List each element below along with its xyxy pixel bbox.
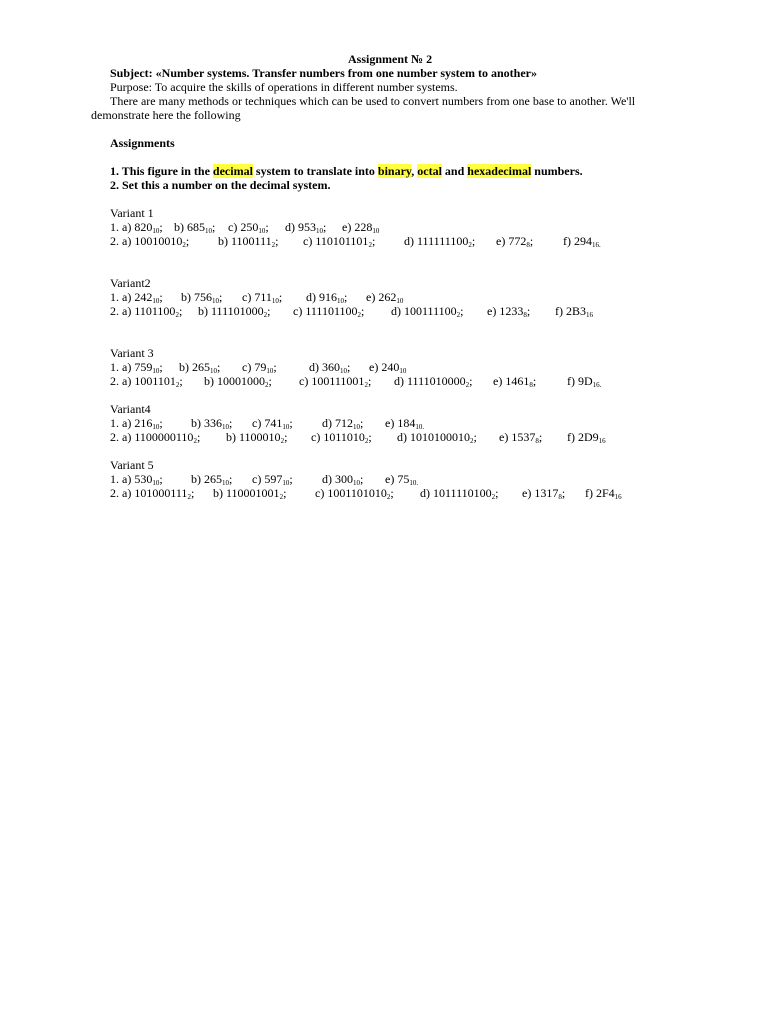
number-value: e) 772 xyxy=(496,234,527,248)
variant-title: Variant 3 xyxy=(110,346,154,360)
base-subscript: 2 xyxy=(491,493,496,501)
number-item xyxy=(499,430,542,444)
separator: ; xyxy=(196,430,201,444)
number-value: d) 300 xyxy=(322,472,353,486)
number-item xyxy=(522,486,565,500)
base-subscript: 16 xyxy=(598,437,606,445)
number-item xyxy=(493,374,536,388)
assignment-purpose: Purpose: To acquire the skills of operations in different number systems. xyxy=(110,80,458,94)
separator: ; xyxy=(278,290,283,304)
separator: ; xyxy=(229,472,233,486)
separator: ; xyxy=(460,304,464,318)
separator: ; xyxy=(289,472,293,486)
number-value: a) 530 xyxy=(122,472,153,486)
base-subscript: 10 xyxy=(258,227,266,235)
row-number: 1. xyxy=(110,472,119,486)
base-subscript: 10 xyxy=(271,297,279,305)
task-1-text: 1. This figure in the xyxy=(110,164,213,178)
separator: ; xyxy=(561,486,566,500)
base-subscript: 16. xyxy=(592,241,601,249)
number-item xyxy=(122,234,189,248)
base-subscript: 10 xyxy=(399,367,407,375)
number-value: c) 741 xyxy=(252,416,283,430)
separator: ; xyxy=(283,486,287,500)
task-1-text: system to translate into xyxy=(252,164,378,178)
number-value: b) 685 xyxy=(174,220,205,234)
separator: ; xyxy=(371,234,376,248)
base-subscript: 2 xyxy=(280,437,285,445)
row-number: 1. xyxy=(110,416,119,430)
separator: ; xyxy=(473,430,477,444)
base-subscript: 2 xyxy=(364,381,368,389)
number-value: f) 294 xyxy=(563,234,592,248)
separator: ; xyxy=(159,220,163,234)
variant-title: Variant4 xyxy=(110,402,151,416)
separator: ; xyxy=(495,486,499,500)
number-value: e) 1317 xyxy=(522,486,559,500)
number-item xyxy=(369,360,406,374)
number-item xyxy=(293,304,364,318)
separator: ; xyxy=(532,374,537,388)
base-subscript: 10 xyxy=(222,423,229,431)
number-value: e) 240 xyxy=(369,360,400,374)
number-item xyxy=(285,220,326,234)
separator: ; xyxy=(159,290,163,304)
task-1-text: numbers. xyxy=(531,164,583,178)
base-subscript: 10 xyxy=(396,297,404,305)
separator: ; xyxy=(179,374,183,388)
number-value: e) 1461 xyxy=(493,374,530,388)
number-item xyxy=(311,430,372,444)
assignments-heading: Assignments xyxy=(110,136,175,150)
number-item xyxy=(252,472,293,486)
number-item xyxy=(198,304,271,318)
number-value: a) 820 xyxy=(122,220,153,234)
number-item xyxy=(204,374,272,388)
row-number: 2. xyxy=(110,374,119,388)
separator: ; xyxy=(529,234,534,248)
number-value: c) 597 xyxy=(252,472,283,486)
base-subscript: 16 xyxy=(586,311,593,319)
number-item xyxy=(218,234,279,248)
number-item xyxy=(122,472,163,486)
base-subscript: 16 xyxy=(614,493,622,501)
row-number: 1. xyxy=(110,290,119,304)
variant-title: Variant 1 xyxy=(110,206,154,220)
base-subscript: 2 xyxy=(265,381,269,389)
number-item xyxy=(122,304,182,318)
number-item xyxy=(322,472,363,486)
number-value: d) 1011110100 xyxy=(420,486,492,500)
number-item xyxy=(122,360,163,374)
number-value: f) 2F4 xyxy=(585,486,615,500)
number-item xyxy=(226,430,287,444)
base-subscript: 10 xyxy=(152,297,160,305)
number-value: c) 79 xyxy=(242,360,267,374)
number-item xyxy=(366,290,403,304)
number-value: c) 111101100 xyxy=(293,304,358,318)
base-subscript: 10 xyxy=(353,423,360,431)
separator: ; xyxy=(265,220,269,234)
base-subscript: 2 xyxy=(368,241,372,249)
separator: ; xyxy=(267,304,271,318)
base-subscript: 10 xyxy=(152,367,160,375)
base-subscript: 2 xyxy=(187,493,191,501)
separator: ; xyxy=(190,486,195,500)
variant-title: Variant 5 xyxy=(110,458,154,472)
number-value: a) 759 xyxy=(122,360,153,374)
base-subscript: 10. xyxy=(409,479,419,487)
number-item xyxy=(385,472,418,486)
base-subscript: 10 xyxy=(372,227,380,235)
highlight-hexadecimal: hexadecimal xyxy=(467,164,532,178)
separator: ; xyxy=(469,374,473,388)
number-value: e) 1537 xyxy=(499,430,536,444)
separator: ; xyxy=(367,374,372,388)
number-item xyxy=(191,416,232,430)
separator: ; xyxy=(526,304,531,318)
number-item xyxy=(122,220,163,234)
number-value: a) 101000111 xyxy=(122,486,188,500)
separator: ; xyxy=(159,416,163,430)
number-value: b) 110001001 xyxy=(213,486,280,500)
highlight-octal: octal xyxy=(417,164,442,178)
number-item xyxy=(299,374,371,388)
number-item xyxy=(191,472,232,486)
number-item xyxy=(585,486,622,500)
number-item xyxy=(404,234,475,248)
separator: ; xyxy=(273,360,277,374)
number-item xyxy=(174,220,215,234)
base-subscript: 10 xyxy=(205,227,212,235)
number-value: b) 1100010 xyxy=(226,430,281,444)
separator: ; xyxy=(159,360,163,374)
number-item xyxy=(487,304,530,318)
number-value: f) 2B3 xyxy=(555,304,586,318)
separator: ; xyxy=(159,472,163,486)
intro-paragraph-line-2: demonstrate here the following xyxy=(91,108,241,122)
base-subscript: 2 xyxy=(357,311,362,319)
task-1-text: and xyxy=(441,164,468,178)
task-1-text: , xyxy=(411,164,418,178)
base-subscript: 16. xyxy=(592,381,602,389)
separator: ; xyxy=(368,430,372,444)
number-item xyxy=(397,430,477,444)
row-number: 2. xyxy=(110,304,119,318)
base-subscript: 8 xyxy=(526,241,530,249)
number-item xyxy=(555,304,593,318)
base-subscript: 10 xyxy=(282,479,290,487)
number-value: e) 228 xyxy=(342,220,373,234)
row-number: 2. xyxy=(110,486,119,500)
number-value: b) 265 xyxy=(191,472,222,486)
number-item xyxy=(213,486,286,500)
number-value: a) 1001101 xyxy=(122,374,176,388)
base-subscript: 10 xyxy=(337,297,344,305)
number-value: e) 262 xyxy=(366,290,397,304)
assignment-title: Assignment № 2 xyxy=(348,52,433,66)
row-number: 2. xyxy=(110,430,119,444)
separator: ; xyxy=(471,234,476,248)
number-item xyxy=(322,416,363,430)
base-subscript: 2 xyxy=(175,381,180,389)
number-item xyxy=(252,416,293,430)
number-value: b) 336 xyxy=(191,416,222,430)
number-item xyxy=(122,416,163,430)
separator: ; xyxy=(538,430,543,444)
base-subscript: 8 xyxy=(529,381,533,389)
number-value: b) 1100111 xyxy=(218,234,272,248)
number-value: c) 1001101010 xyxy=(315,486,387,500)
separator: ; xyxy=(323,220,327,234)
base-subscript: 10 xyxy=(282,423,290,431)
separator: ; xyxy=(360,472,364,486)
base-subscript: 2 xyxy=(271,241,276,249)
number-value: d) 916 xyxy=(306,290,337,304)
base-subscript: 10. xyxy=(415,423,425,431)
base-subscript: 2 xyxy=(468,241,472,249)
number-value: c) 250 xyxy=(228,220,259,234)
number-item xyxy=(563,234,601,248)
number-item xyxy=(342,220,379,234)
number-value: b) 10001000 xyxy=(204,374,265,388)
base-subscript: 2 xyxy=(470,437,474,445)
base-subscript: 2 xyxy=(175,311,179,319)
number-value: a) 1100000110 xyxy=(122,430,194,444)
number-value: a) 1101100 xyxy=(122,304,176,318)
number-item xyxy=(228,220,269,234)
separator: ; xyxy=(217,360,221,374)
base-subscript: 10 xyxy=(152,479,160,487)
number-value: d) 100111100 xyxy=(391,304,457,318)
base-subscript: 2 xyxy=(182,241,186,249)
number-value: e) 1233 xyxy=(487,304,524,318)
base-subscript: 10 xyxy=(152,423,160,431)
base-subscript: 10 xyxy=(212,297,219,305)
number-value: c) 711 xyxy=(242,290,272,304)
number-value: e) 184 xyxy=(385,416,416,430)
number-item xyxy=(306,290,347,304)
separator: ; xyxy=(219,290,223,304)
separator: ; xyxy=(360,416,364,430)
base-subscript: 10 xyxy=(353,479,360,487)
number-item xyxy=(394,374,473,388)
number-value: a) 10010010 xyxy=(122,234,183,248)
base-subscript: 2 xyxy=(193,437,197,445)
highlight-binary: binary xyxy=(377,164,412,178)
number-item xyxy=(567,430,606,444)
base-subscript: 10 xyxy=(316,227,323,235)
base-subscript: 2 xyxy=(465,381,470,389)
separator: ; xyxy=(178,304,183,318)
separator: ; xyxy=(284,430,288,444)
number-value: d) 1010100010 xyxy=(397,430,470,444)
separator: ; xyxy=(344,290,348,304)
base-subscript: 2 xyxy=(263,311,268,319)
number-item xyxy=(496,234,533,248)
number-item xyxy=(567,374,601,388)
assignment-subject: Subject: «Number systems. Transfer numbers from one number system to another» xyxy=(110,66,537,80)
base-subscript: 10 xyxy=(340,367,347,375)
number-value: e) 75 xyxy=(385,472,410,486)
number-value: a) 242 xyxy=(122,290,153,304)
number-item xyxy=(420,486,499,500)
separator: ; xyxy=(268,374,272,388)
number-value: c) 1011010 xyxy=(311,430,365,444)
highlight-decimal: decimal xyxy=(212,164,253,178)
row-number: 1. xyxy=(110,360,119,374)
number-value: b) 265 xyxy=(179,360,210,374)
number-item xyxy=(391,304,464,318)
intro-paragraph-line-1: There are many methods or techniques which can be used to convert numbers from one base to another. We'll xyxy=(110,94,636,108)
task-2-instruction: 2. Set this a number on the decimal system. xyxy=(110,178,331,192)
number-item xyxy=(242,360,277,374)
separator: ; xyxy=(275,234,279,248)
base-subscript: 2 xyxy=(386,493,391,501)
number-value: d) 953 xyxy=(285,220,316,234)
number-item xyxy=(122,374,183,388)
base-subscript: 10 xyxy=(266,367,274,375)
number-value: f) 9D xyxy=(567,374,593,388)
number-item xyxy=(303,234,375,248)
number-item xyxy=(122,290,163,304)
number-item xyxy=(309,360,350,374)
number-item xyxy=(122,430,200,444)
separator: ; xyxy=(229,416,233,430)
base-subscript: 10 xyxy=(210,367,217,375)
separator: ; xyxy=(185,234,190,248)
number-item xyxy=(385,416,424,430)
number-item xyxy=(179,360,220,374)
base-subscript: 8 xyxy=(558,493,562,501)
number-value: a) 216 xyxy=(122,416,153,430)
base-subscript: 8 xyxy=(523,311,527,319)
separator: ; xyxy=(390,486,394,500)
row-number: 1. xyxy=(110,220,119,234)
number-value: d) 360 xyxy=(309,360,340,374)
separator: ; xyxy=(361,304,365,318)
variant-title: Variant2 xyxy=(110,276,151,290)
number-value: c) 110101101 xyxy=(303,234,369,248)
number-value: c) 100111001 xyxy=(299,374,365,388)
number-value: f) 2D9 xyxy=(567,430,599,444)
task-1-instruction xyxy=(110,164,583,178)
number-value: d) 712 xyxy=(322,416,353,430)
base-subscript: 8 xyxy=(535,437,539,445)
base-subscript: 2 xyxy=(456,311,461,319)
base-subscript: 2 xyxy=(364,437,369,445)
number-value: d) 111111100 xyxy=(404,234,469,248)
number-item xyxy=(315,486,394,500)
number-item xyxy=(122,486,194,500)
base-subscript: 2 xyxy=(279,493,284,501)
number-item xyxy=(242,290,282,304)
number-value: d) 1111010000 xyxy=(394,374,466,388)
number-item xyxy=(181,290,222,304)
separator: ; xyxy=(212,220,216,234)
row-number: 2. xyxy=(110,234,119,248)
number-value: b) 111101000 xyxy=(198,304,264,318)
separator: ; xyxy=(347,360,351,374)
base-subscript: 10 xyxy=(152,227,160,235)
separator: ; xyxy=(289,416,293,430)
base-subscript: 10 xyxy=(222,479,229,487)
number-value: b) 756 xyxy=(181,290,212,304)
